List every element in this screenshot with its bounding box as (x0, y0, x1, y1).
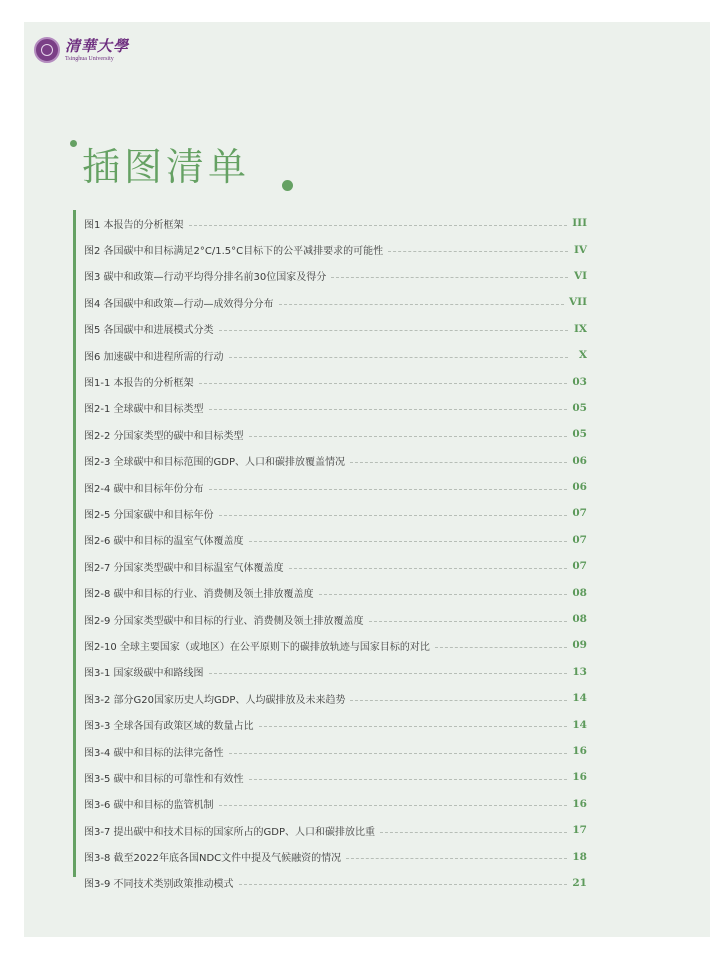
toc-entry-page: 07 (572, 507, 587, 520)
logo-chinese-name: 清華大學 (65, 36, 130, 55)
toc-leader-dots (209, 409, 568, 410)
toc-entry[interactable] (84, 289, 587, 315)
toc-entry-label: 图2-10 全球主要国家（或地区）在公平原则下的碳排放轨迹与国家目标的对比 (84, 641, 430, 653)
figure-list (84, 210, 587, 896)
toc-entry[interactable] (84, 263, 587, 289)
toc-leader-dots (350, 700, 567, 701)
toc-leader-dots (331, 277, 568, 278)
toc-entry-page: 09 (572, 639, 587, 652)
toc-leader-dots (380, 832, 567, 833)
toc-entry-page: 16 (572, 797, 587, 810)
toc-entry-label: 图1 本报告的分析框架 (84, 219, 184, 231)
toc-entry-label: 图3-7 提出碳中和技术目标的国家所占的GDP、人口和碳排放比重 (84, 826, 375, 838)
toc-entry[interactable] (84, 764, 587, 790)
toc-entry-label: 图3-3 全球各国有政策区域的数量占比 (84, 721, 254, 733)
toc-entry-label: 图2-3 全球碳中和目标范围的GDP、人口和碳排放覆盖情况 (84, 457, 345, 469)
toc-entry-page: 08 (572, 613, 587, 626)
toc-entry-page: VI (573, 269, 587, 282)
toc-leader-dots (229, 753, 568, 754)
toc-leader-dots (346, 858, 567, 859)
toc-leader-dots (189, 225, 568, 226)
toc-entry-label: 图2 各国碳中和目标满足2°C/1.5°C目标下的公平减排要求的可能性 (84, 246, 384, 258)
toc-leader-dots (279, 304, 564, 305)
toc-entry-label: 图4 各国碳中和政策—行动—成效得分分布 (84, 298, 274, 310)
toc-leader-dots (249, 779, 568, 780)
toc-entry-page: IX (573, 322, 587, 335)
toc-leader-dots (209, 489, 568, 490)
toc-entry[interactable] (84, 421, 587, 447)
toc-entry-page: 05 (572, 401, 587, 414)
toc-entry-page: 07 (572, 533, 587, 546)
toc-entry[interactable] (84, 395, 587, 421)
toc-leader-dots (239, 884, 568, 885)
toc-entry-page: 07 (572, 560, 587, 573)
toc-entry[interactable] (84, 236, 587, 262)
toc-entry-label: 图2-1 全球碳中和目标类型 (84, 404, 204, 416)
toc-entry-page: 03 (572, 375, 587, 388)
toc-entry-page: VII (569, 296, 587, 309)
toc-leader-dots (259, 726, 568, 727)
toc-entry-label: 图2-8 碳中和目标的行业、消费侧及领土排放覆盖度 (84, 589, 314, 601)
toc-entry-label: 图3-9 不同技术类别政策推动模式 (84, 879, 234, 891)
toc-entry[interactable] (84, 527, 587, 553)
toc-entry[interactable] (84, 606, 587, 632)
toc-entry[interactable] (84, 500, 587, 526)
toc-entry-page: IV (573, 243, 587, 256)
toc-entry-label: 图2-4 碳中和目标年份分布 (84, 483, 204, 495)
toc-entry[interactable] (84, 342, 587, 368)
toc-entry[interactable] (84, 210, 587, 236)
toc-leader-dots (249, 541, 568, 542)
toc-accent-bar (73, 210, 76, 877)
toc-entry-label: 图2-7 分国家类型碳中和目标温室气体覆盖度 (84, 562, 284, 574)
toc-leader-dots (219, 805, 568, 806)
toc-entry-page: X (578, 349, 587, 362)
university-seal-icon (34, 37, 60, 63)
toc-leader-dots (289, 568, 568, 569)
toc-entry-page: 18 (572, 850, 587, 863)
toc-leader-dots (319, 594, 568, 595)
page-title: 插图清单 (82, 145, 251, 189)
toc-leader-dots (199, 383, 568, 384)
toc-entry-page: 17 (572, 824, 587, 837)
toc-entry-label: 图3-6 碳中和目标的监管机制 (84, 800, 214, 812)
toc-entry[interactable] (84, 553, 587, 579)
toc-entry[interactable] (84, 685, 587, 711)
title-dot-icon (282, 180, 293, 191)
toc-entry-label: 图6 加速碳中和进程所需的行动 (84, 351, 224, 363)
toc-entry-label: 图1-1 本报告的分析框架 (84, 378, 194, 390)
toc-entry-page: 21 (572, 876, 587, 889)
toc-leader-dots (219, 330, 568, 331)
university-logo (34, 37, 129, 63)
toc-entry-page: 08 (572, 586, 587, 599)
toc-entry[interactable] (84, 579, 587, 605)
toc-entry-page: 16 (572, 745, 587, 757)
toc-entry-label: 图2-6 碳中和目标的温室气体覆盖度 (84, 536, 244, 548)
toc-entry-label: 图2-5 分国家碳中和目标年份 (84, 509, 214, 521)
toc-entry[interactable] (84, 632, 587, 658)
toc-leader-dots (350, 462, 567, 463)
toc-entry-label: 图3-2 部分G20国家历史人均GDP、人均碳排放及未来趋势 (84, 694, 346, 706)
toc-entry-page: III (572, 217, 587, 230)
toc-entry-label: 图5 各国碳中和进展模式分类 (84, 325, 214, 337)
toc-entry[interactable] (84, 843, 587, 869)
toc-entry[interactable] (84, 448, 587, 474)
page (24, 22, 710, 937)
toc-entry-page: 05 (572, 428, 587, 441)
toc-leader-dots (388, 251, 568, 252)
logo-english-name: Tsinghua University (65, 55, 114, 62)
toc-entry-page: 06 (572, 481, 587, 494)
toc-entry[interactable] (84, 368, 587, 394)
toc-leader-dots (369, 621, 568, 622)
toc-entry-label: 图3-1 国家级碳中和路线图 (84, 668, 204, 680)
toc-entry[interactable] (84, 711, 587, 737)
toc-leader-dots (209, 673, 568, 674)
toc-entry-label: 图3-4 碳中和目标的法律完备性 (84, 747, 224, 759)
toc-entry-label: 图3 碳中和政策—行动平均得分排名前30位国家及得分 (84, 272, 327, 284)
toc-entry-page: 06 (572, 454, 587, 467)
toc-entry-label: 图2-9 分国家类型碳中和目标的行业、消费侧及领土排放覆盖度 (84, 615, 364, 627)
toc-entry[interactable] (84, 817, 587, 843)
toc-entry[interactable] (84, 738, 587, 764)
toc-entry-label: 图3-8 截至2022年底各国NDC文件中提及气候融资的情况 (84, 853, 342, 865)
toc-entry[interactable] (84, 474, 587, 500)
toc-entry-label: 图2-2 分国家类型的碳中和目标类型 (84, 430, 244, 442)
toc-entry-label: 图3-5 碳中和目标的可靠性和有效性 (84, 773, 244, 785)
toc-entry-page: 13 (572, 665, 587, 678)
toc-leader-dots (219, 515, 568, 516)
toc-leader-dots (249, 436, 568, 437)
toc-entry[interactable] (84, 791, 587, 817)
title-dot-icon (70, 140, 77, 147)
toc-leader-dots (435, 647, 568, 648)
toc-entry-page: 14 (572, 692, 587, 705)
toc-entry[interactable] (84, 870, 587, 896)
toc-entry[interactable] (84, 659, 587, 685)
toc-entry[interactable] (84, 316, 587, 342)
toc-leader-dots (229, 357, 568, 358)
toc-entry-page: 14 (572, 718, 587, 731)
toc-entry-page: 16 (572, 771, 587, 784)
